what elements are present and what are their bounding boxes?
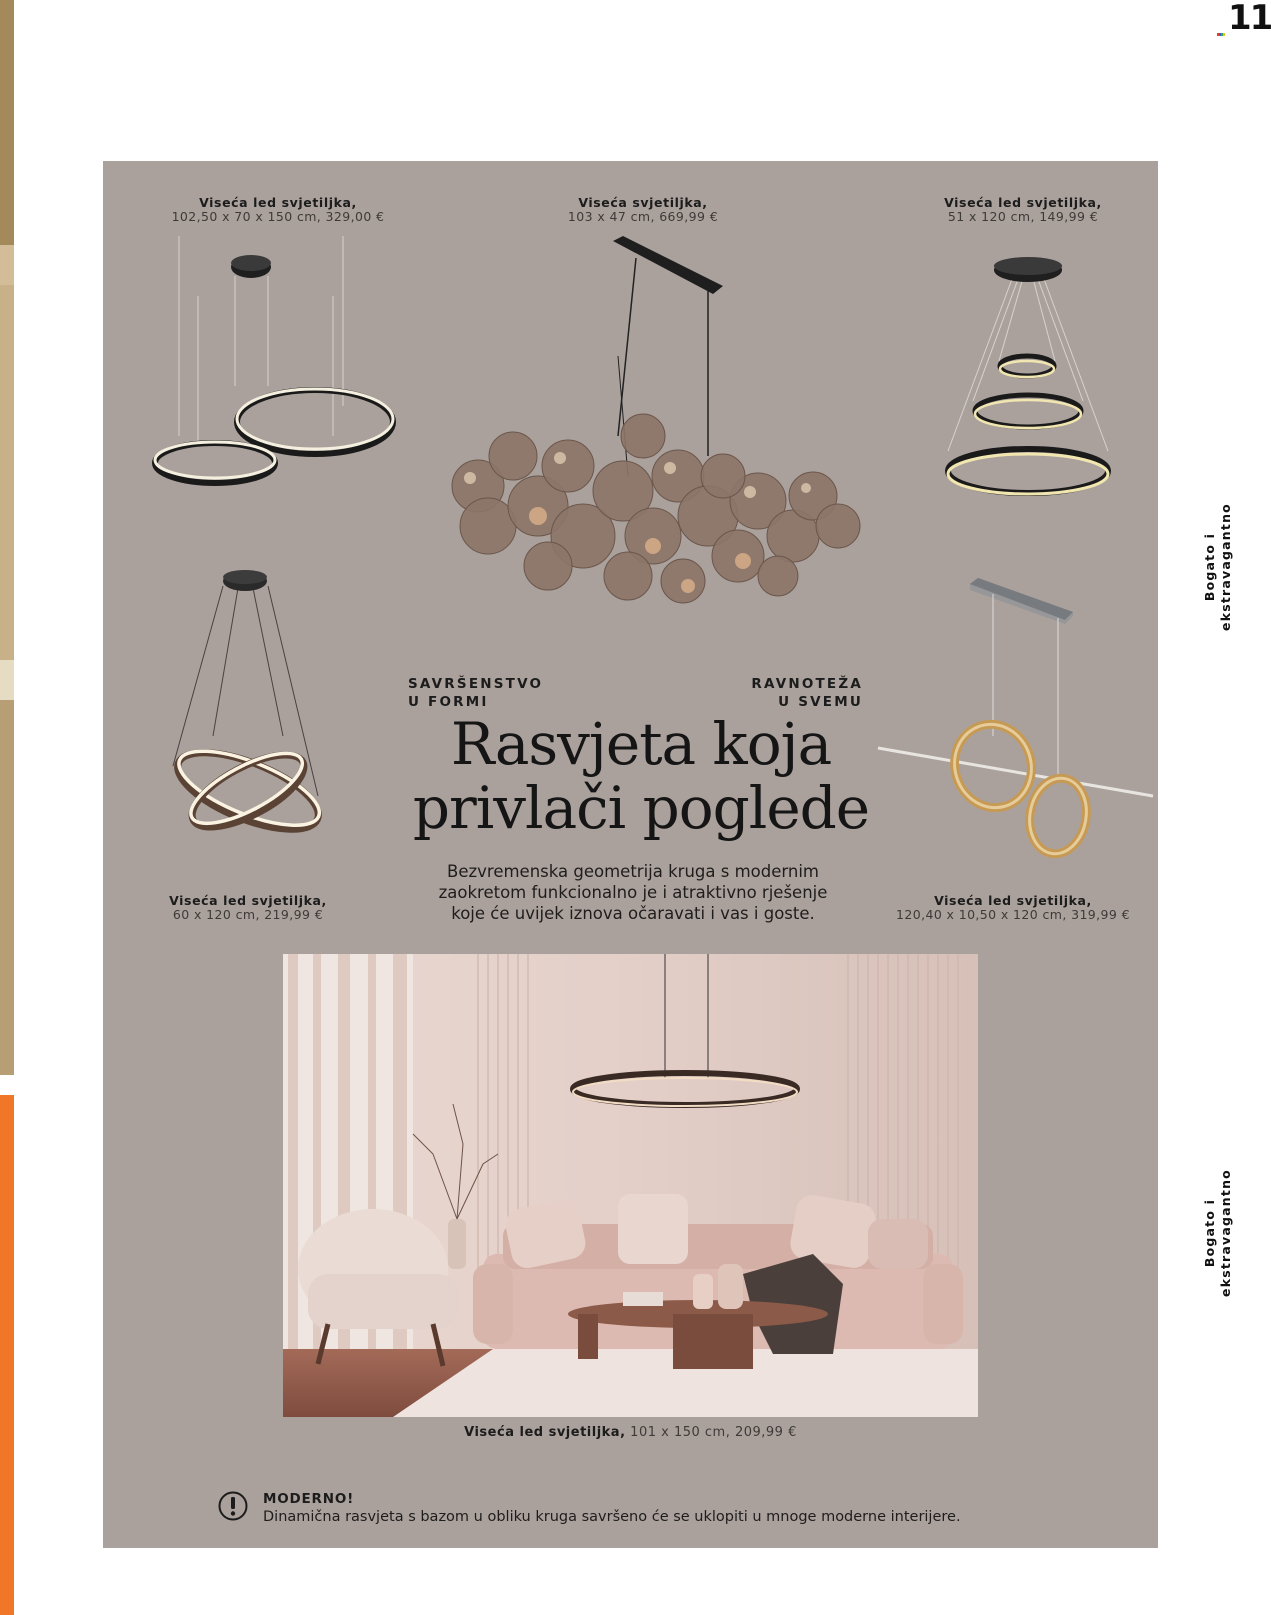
gold-ring-bar-pendant-image [878,576,1158,866]
exclamation-icon [218,1491,248,1521]
product-spec: 120,40 x 10,50 x 120 cm, 319,99 € [896,907,1130,922]
product-spec: 51 x 120 cm, 149,99 € [947,209,1099,224]
tip-text: Dinamična rasvjeta s bazom u obliku kruga savršeno će se uklopiti u mnoge moderne interijere. [263,1509,961,1525]
product-name: Viseća led svjetiljka, [169,893,327,908]
color-dots-icon [1217,33,1225,36]
tip-title: MODERNO! [263,1491,355,1507]
page-number: 11 [1228,0,1271,38]
intro-line: koje će uvijek iznova očaravati i vas i goste. [451,904,815,923]
product-caption-3 [903,196,1143,224]
page-edge-strip [0,0,14,1615]
side-label-line: ekstravagantno [1218,503,1233,631]
product-caption-5 [873,894,1153,922]
three-ring-pendant-image [943,241,1113,501]
kicker-right [723,675,863,711]
side-label-bottom [1202,1158,1234,1308]
two-ring-pendant-image [153,236,393,496]
glass-bubble-chandelier-image [418,236,878,636]
product-spec: 101 x 150 cm, 209,99 € [630,1425,797,1440]
kicker-line: SAVRŠENSTVO [408,676,544,692]
kicker-left [408,675,543,711]
product-spec: 60 x 120 cm, 219,99 € [172,907,324,922]
side-label-top [1202,492,1234,642]
product-spec: 103 x 47 cm, 669,99 € [567,209,719,224]
intro-line: Bezvremenska geometrija kruga s modernim [447,862,819,881]
product-name: Viseća led svjetiljka, [944,195,1102,210]
intro-text [413,861,853,924]
kicker-line: RAVNOTEŽA [751,676,863,692]
side-label-line: Bogato i [1202,1198,1217,1268]
side-label-line: Bogato i [1202,532,1217,602]
headline-line: privlači poglede [412,774,870,842]
product-name: Viseća led svjetiljka, [934,893,1092,908]
product-name: Viseća svjetiljka, [578,195,708,210]
product-caption-4 [128,894,368,922]
product-name: Viseća led svjetiljka, [199,195,357,210]
product-caption-1 [158,196,398,224]
product-caption-2 [523,196,763,224]
side-label-line: ekstravagantno [1218,1169,1233,1297]
crossed-ring-pendant-image [163,566,333,856]
living-room-photo [283,954,978,1417]
headline [396,712,886,840]
kicker-line: U FORMI [408,694,489,710]
intro-line: zaokretom funkcionalno je i atraktivno rješenje [438,883,828,902]
product-name: Viseća led svjetiljka, [464,1425,626,1440]
photo-caption [283,1425,978,1440]
kicker-line: U SVEMU [778,694,863,710]
product-spec: 102,50 x 70 x 150 cm, 329,00 € [171,209,385,224]
content-panel [103,161,1158,1548]
headline-line: Rasvjeta koja [450,710,832,778]
